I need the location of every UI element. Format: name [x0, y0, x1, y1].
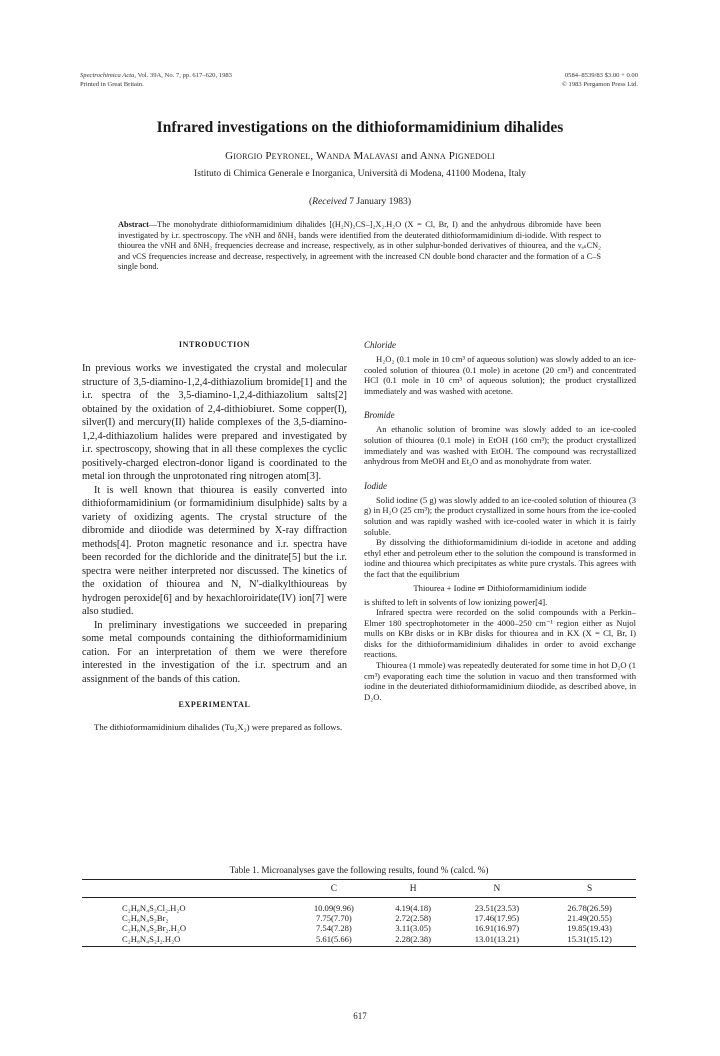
iodide-paragraph-1: Solid iodine (5 g) was slowly added to an ice-cooled solution of thiourea (3 g) in H₂O (25 cm³); the product crystallized in some hours from the ice-cooled solution and was rapidly washed with ice-cooled water in which it is fairly soluble. [364, 494, 636, 537]
table-header-cell: H [376, 880, 451, 898]
table-row [82, 898, 636, 914]
table-cell: 15.31(15.12) [543, 934, 636, 947]
table-cell: C₂H₈N₄S₂I₂.H₂O [82, 934, 292, 947]
table-header-cell: N [451, 880, 544, 898]
bromide-heading: Bromide [364, 410, 395, 421]
table-cell: 17.46(17.95) [474, 913, 520, 924]
authors [0, 150, 720, 162]
table-cell: 16.91(16.97) [474, 923, 520, 934]
issn: 0584–8539/83 $3.00 + 0.00 [564, 72, 638, 79]
table-cell: 10.09(9.96) [313, 903, 354, 913]
page-number: 617 [353, 1011, 367, 1021]
iodide-paragraph-3: is shifted to left in solvents of low ionizing power[4]. [364, 596, 548, 607]
table-row [82, 934, 636, 947]
received-date: (Received 7 January 1983) [308, 196, 412, 207]
journal-header-left [80, 72, 232, 89]
intro-paragraph-3: In preliminary investigations we succeeded in preparing some metal compounds containing the dithioformamidinium cation. For an interpretation of them we were therefore interested in the investigation of the i.r. spectrum and an assignment of the bands of this cation. [82, 619, 347, 685]
table-caption: Table 1. Microanalyses gave the following results, found % (calcd. %) [229, 865, 489, 875]
table-header-cell [82, 880, 292, 898]
introduction-heading: INTRODUCTION [178, 340, 251, 349]
journal-name: Spectrochimica Acta, [80, 72, 137, 79]
table-header-row [82, 880, 636, 898]
abstract [118, 220, 601, 273]
paper-title: Infrared investigations on the dithioformamidinium dihalides [156, 119, 564, 136]
authors-first: Giorgio Peyronel, Wanda Malavasi [225, 150, 398, 162]
printed-in: Printed in Great Britain. [80, 80, 144, 88]
iodide-paragraph-2: By dissolving the dithioformamidinium di-iodide in acetone and adding ethyl ether and petroleum ether to the solution the compound is transformed in iodine and thiourea which precipitates as white pure crystals. This agrees with the fact that the equilibrium [364, 537, 636, 579]
abstract-label: Abstract [118, 220, 149, 229]
table-cell: C₂H₈N₄S₂Br₂.H₂O [122, 923, 187, 934]
copyright: © 1983 Pergamon Press Ltd. [561, 80, 638, 88]
table-cell: 23.51(23.53) [474, 903, 520, 913]
equilibrium-equation: Thiourea + Iodine ⇌ Dithioformamidinium iodide [413, 582, 587, 593]
table-cell: 7.54(7.28) [315, 923, 352, 934]
table-cell: 3.11(3.05) [395, 923, 431, 934]
chloride-paragraph: H₂O₂ (0.1 mole in 10 cm³ of aqueous solution) was slowly added to an ice-cooled solution of thiourea (0.1 mole) in acetone (20 cm³) and concentrated HCl (0.1 mole in 10 cm³ of aqueous solution); the product crystallized immediately and was washed with acetone. [364, 354, 636, 396]
iodide-paragraph-5: Thiourea (1 mmole) was repeatedly deuterated for some time in hot D₂O (1 cm³) evaporating each time the solution in vacuo and then transformed with iodine in the deuteriated dithioformamidinium diiodide, as described above, in D₂O. [364, 660, 636, 702]
abstract-text: —The monohydrate dithioformamidinium dihalides [(H₂N)₂CS–]₂X₂.H₂O (X = Cl, Br, I) and the anhydrous dibromide have been investigated by i.r. spectroscopy. The νNH and δNH₂ bands were identified from the deuterated dithioformamidinium di-iodide. With respect to thiourea the νNH and δNH₂ frequencies decrease and increase, respectively, as in other sulphur-bonded derivatives of thiourea, and the νₐₛCN₂ and νCS frequencies increase and decrease, respectively, in agreement with the increased CN double bond character and the formation of a C–S single bond. [118, 220, 601, 272]
microanalysis-table [82, 879, 636, 947]
right-column [364, 340, 636, 702]
affiliation: Istituto di Chimica Generale e Inorganica, Università di Modena, 41100 Modena, Italy [194, 168, 526, 179]
iodide-paragraph-4: Infrared spectra were recorded on the solid compounds with a Perkin–Elmer 180 spectrophotometer in the 4000–250 cm⁻¹ region either as Nujol mulls on KBr disks or in KBr disks for thiourea and in KX (X = Cl, Br, I) disks for the dithioformamidinium dihalides in order to avoid exchange reactions. [364, 607, 636, 660]
table-cell: 13.01(13.21) [451, 934, 544, 947]
iodide-heading: Iodide [364, 480, 387, 491]
table-cell: 21.49(20.55) [567, 913, 612, 924]
experimental-paragraph: The dithioformamidinium dihalides (Tu₂X₂) were prepared as follows. [94, 722, 343, 732]
table-row [82, 923, 636, 933]
left-column [82, 340, 347, 733]
table-header-cell: C [292, 880, 376, 898]
table-cell: 26.78(26.59) [567, 903, 612, 913]
table-cell: 7.75(7.70) [315, 913, 352, 924]
authors-last: Anna Pignedoli [419, 150, 495, 162]
journal-header-right [562, 72, 638, 89]
table-cell: C₂H₈N₄S₂Br₂ [122, 913, 169, 924]
journal-volume: Vol. 39A, No. 7, pp. 617–620, 1983 [137, 72, 232, 79]
table-cell: 4.19(4.18) [395, 903, 432, 913]
table-cell: 19.85(19.43) [567, 923, 612, 934]
intro-paragraph-1: In previous works we investigated the crystal and molecular structure of 3,5-diamino-1,2,4-dithiazolium bromide[1] and the i.r. spectra of the 3,5-diamino-1,2,4-dithiazolium salts[2] obtained by the oxidation of 2,4-dithiobiuret. Some copper(I), silver(I) and mercury(II) halide complexes of the 3,5-diamino-1,2,4-dithiazolium halides were prepared and investigated by i.r. spectroscopy, showing that in all these complexes the cyclic positively-charged electron-donor ligand is coordinated to the metal ion through the unprotonated ring nitrogen atom[3]. [82, 363, 347, 482]
microanalysis-table-block [82, 865, 636, 947]
authors-and: and [400, 150, 418, 162]
table-cell: C₂H₈N₄S₂Cl₂.H₂O [122, 903, 186, 913]
table-cell: 5.61(5.66) [292, 934, 376, 947]
chloride-heading: Chloride [364, 340, 397, 350]
table-cell: 2.72(2.58) [395, 913, 432, 924]
experimental-heading: EXPERIMENTAL [178, 700, 251, 709]
bromide-paragraph: An ethanolic solution of bromine was slowly added to an ice-cooled solution of thiourea (0.1 mole) in EtOH (160 cm³); the product crystallized immediately and was washed with EtOH. The compound was recrystallized anhydrous from MeOH and Et₂O and as monohydrate from water. [364, 424, 636, 467]
table-cell: 2.28(2.38) [376, 934, 451, 947]
intro-paragraph-2: It is well known that thiourea is easily converted into dithioformamidinium (or formamidinium disulphide) salts by a variety of oxidizing agents. The crystal structure of the dibromide and diiodide was determined by X-ray diffraction methods[4]. Proton magnetic resonance and i.r. spectra have been recorded for the dichloride and the dinitrate[5] but the i.r. spectra were neither interpreted nor discussed. The kinetics of the oxidation of thiourea and N, N′-dialkylthioureas by hydrogen peroxide[6] and by hexachloroiridate(IV) ion[7] were also studied. [82, 484, 347, 617]
table-row [82, 913, 636, 923]
table-header-cell: S [543, 880, 636, 898]
